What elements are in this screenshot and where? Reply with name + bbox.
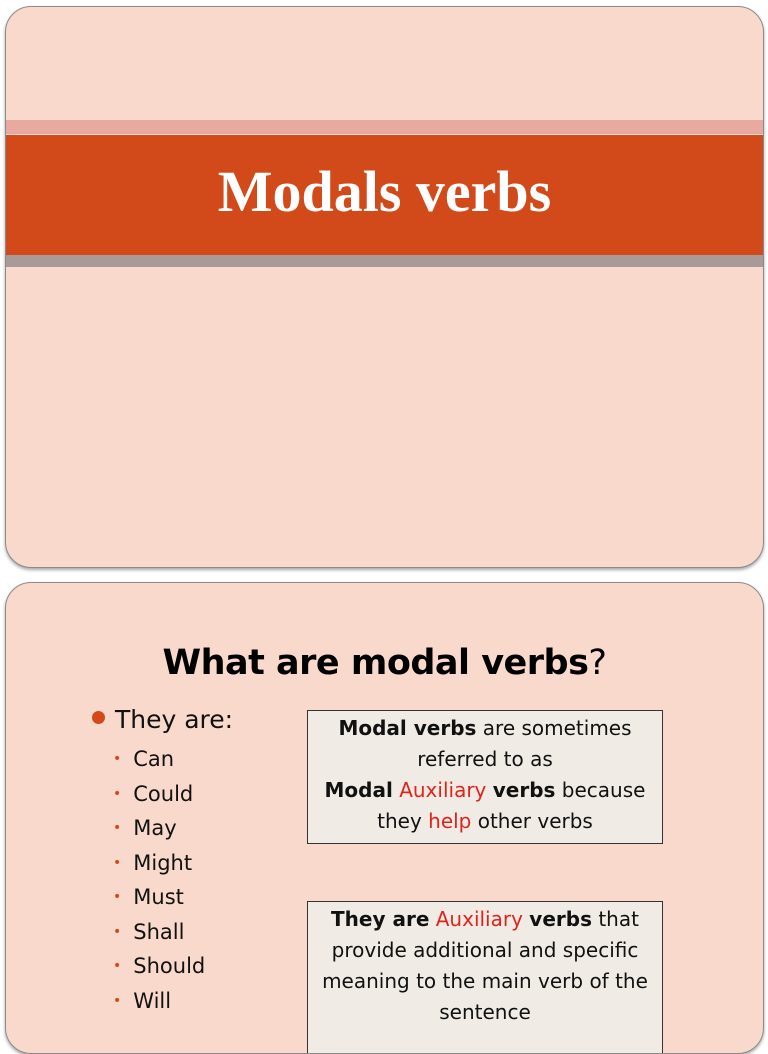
box2-line2: provide additional and specific [331,938,639,962]
list-item [113,851,205,886]
list-item-label: Could [133,781,194,806]
list-item-label: May [133,816,177,840]
list-item [113,989,205,1024]
box1-red-text: Auxiliary [399,778,487,802]
heading-text: What are modal verbs [162,643,589,683]
title-slide [5,6,764,568]
box1-line2: referred to as [417,747,553,771]
list-item [113,747,205,782]
list-item [113,885,205,920]
modal-verb-list [113,747,205,1023]
list-item-label: Will [133,988,172,1013]
box2-text: that [591,907,639,931]
title-band-top [6,120,763,134]
content-slide [5,582,764,1054]
auxiliary-box [307,901,663,1054]
slide-title: Modals verbs [217,159,552,224]
bullet-heading-text: They are: [115,705,234,734]
heading-question-mark: ? [588,643,607,683]
box1-bold-text: Modal verbs [338,716,477,740]
bullet-icon: • [113,958,122,974]
box1-text: other verbs [471,809,593,833]
definition-box [307,710,663,844]
bullet-icon: • [113,923,122,940]
list-item-label: Might [133,850,193,875]
box1-text: they [377,809,429,833]
bullet-icon: • [113,854,122,871]
box1-text: because [555,778,646,802]
box2-line4: sentence [439,1000,531,1024]
list-item-label: Should [133,954,206,978]
bullet-heading [92,705,233,734]
bullet-icon: • [113,785,122,802]
box2-bold-text: verbs [529,907,592,931]
bullet-icon: • [113,751,122,767]
box2-line3: meaning to the main verb of the [322,969,648,993]
slide-heading [6,643,763,683]
box1-line4 [308,806,662,837]
list-item [113,920,205,955]
box1-line1 [308,713,662,744]
list-item-label: Can [133,747,175,771]
bullet-dot-icon [92,711,105,724]
list-item-label: Must [133,885,184,909]
box1-text: are sometimes [476,716,632,740]
bullet-icon: • [113,992,122,1009]
box1-bold-text: Modal [324,778,393,802]
list-item-label: Shall [133,919,185,944]
box2-line1 [308,904,662,935]
list-item [113,816,205,851]
box1-bold-text: verbs [492,778,556,802]
bullet-icon: • [113,889,122,905]
box2-bold-text: They are [331,907,430,931]
bullet-icon: • [113,820,122,836]
title-band-shadow [6,255,763,267]
box1-line3 [308,775,662,806]
list-item [113,954,205,989]
box2-red-text: Auxiliary [435,907,523,931]
list-item [113,782,205,817]
box1-red-text: help [428,809,472,833]
